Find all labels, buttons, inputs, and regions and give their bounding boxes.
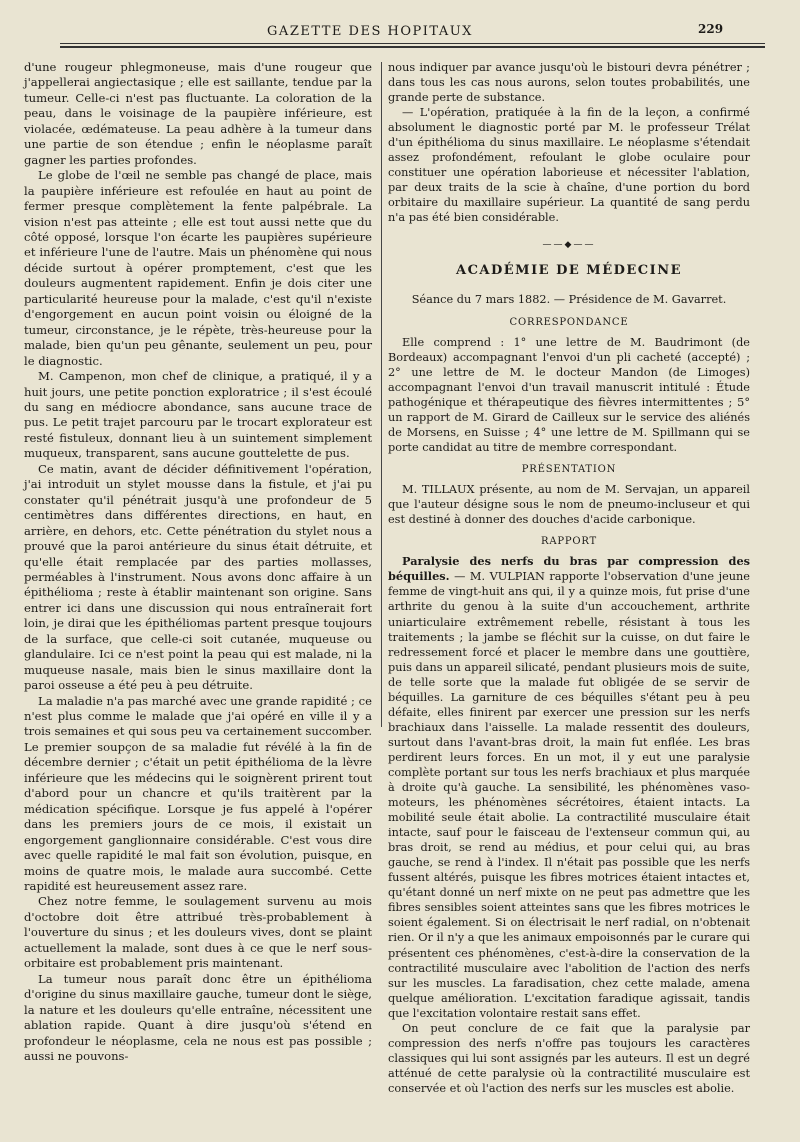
paragraph: M. Campenon, mon chef de clinique, a pratiqué, il y a huit jours, une petite ponction exploratrice ; il s'est écoulé du sang en médiocre abondance, sans aucune trace de pus. Le petit trajet parcouru par le trocart explorateur est resté fistuleux, donnant lieu à un suintement simplement muqueux, transparent, sans aucune gouttelette de pus. (24, 369, 372, 461)
report-text: — M. VULPIAN rapporte l'observation d'une jeune femme de vingt-huit ans qui, il y a quinze mois, fut prise d'une arthrite du genou à la suite d'un accouchement, arthrite uniarticulaire extrêmement rebelle, résistant à tous les traitements ; la jambe se fléchit sur la cuisse, on dut faire le redressement forcé et placer le membre dans une gouttière, puis dans un appareil silicaté, pendant plusieurs mois de suite, de telle sorte que la malade fut obligée de se servir de béquilles. La garniture de ces béquilles s'étant peu à peu défaite, elles finirent par exercer une pression sur les nerfs brachiaux dans l'aisselle. La malade ressentit des douleurs, surtout dans l'avant-bras droit, la main fut enflée. Les bras perdirent leurs forces. En un mot, il y eut une paralysie complète portant sur tous les nerfs brachiaux et plus marquée à droite qu'à gauche. La sensibilité, les phénomènes vaso-moteurs, les phénomènes sécrétoires, étaient intacts. La mobilité seule était abolie. La contractilité musculaire était intacte, sauf pour le faisceau de l'extenseur commun qui, au bras droit, se rend au médius, et pour celui qui, au bras gauche, se rend à l'index. Il n'était pas possible que les nerfs fussent altérés, puisque les fibres motrices étaient intactes et, qu'étant donné un nerf mixte on ne peut pas admettre que les fibres sensibles soient atteintes sans que les fibres motrices le soient également. Si on électrisait le nerf radial, on n'obtenait rien. Or il n'y a que les animaux empoisonnés par le curare qui présentent ces phénomènes, c'est-à-dire la conservation de la contractilité musculaire avec l'abolition de l'action des nerfs sur les muscles. La faradisation, chez cette malade, amena quelque amélioration. L'excitation faradique agissait, tandis que l'excitation volontaire restait sans effet. (388, 570, 750, 1020)
paragraph: La tumeur nous paraît donc être un épithélioma d'origine du sinus maxillaire gauche, tumeur dont le siège, la nature et les douleurs qu'elle entraîne, nécessitent une ablation rapide. Quant à dire jusqu'où s'étend en profondeur le néoplasme, cela ne nous est pas possible ; aussi ne pouvons- (24, 971, 372, 1063)
subhead-presentation: PRÉSENTATION (521, 464, 617, 476)
paragraph: La maladie n'a pas marché avec une grande rapidité ; ce n'est plus comme le malade que j'ai opéré en ville il y a trois semaines et qui sous peu va certainement succomber. Le premier soupçon de sa maladie fut révélé à la fin de décembre dernier ; c'était un petit épithélioma de la lèvre inférieure que les médecins qui le soignèrent prirent tout d'abord pour un chancre et qu'ils traitèrent par la médication spécifique. Lorsque je fus appelé à l'opérer dans les premiers jours de ce mois, il existait un engorgement ganglionnaire considérable. C'est vous dire avec quelle rapidité le mal fait son évolution, puisque, en moins de quatre mois, le malade aura succombé. Cette rapidité est heureusement assez rare. (24, 693, 372, 894)
paragraph: Elle comprend : 1° une lettre de M. Baudrimont (de Bordeaux) accompagnant l'envoi d'un pli cacheté (accepté) ; 2° une lettre de M. le docteur Mandon (de Limoges) accompagnant l'envoi d'un travail manuscrit intitulé : Étude pathogénique et thérapeutique des fièvres intermittentes ; 5° un rapport de M. Girard de Cailleux sur le service des aliénés de Morsens, en Suisse ; 4° une lettre de M. Spillmann qui se porte candidat au titre de membre correspondant. (388, 335, 750, 455)
section-title: ACADÉMIE DE MÉDECINE (455, 262, 682, 278)
paragraph: M. TILLAUX présente, au nom de M. Servajan, un appareil que l'auteur désigne sous le nom de pneumo-incluseur et qui est destiné à donner des douches d'acide carbonique. (388, 483, 750, 527)
paragraph: Ce matin, avant de décider définitivement l'opération, j'ai introduit un stylet mousse dans la fistule, et j'ai pu constater qu'il pénétrait jusqu'à une profondeur de 5 centimètres dans différentes directions, en haut, en arrière, en dehors, etc. Cette pénétration du stylet nous a prouvé que la paroi antérieure du sinus était détruite, et qu'elle était remplacée par des parties mollasses, perméables à l'instrument. Nous avons donc affaire à un épithélioma ; reste à établir maintenant son origine. Sans entrer ici dans une discussion qui nous entraînerait fort loin, je dirai que les épithéliomas partent presque toujours de la surface, que celle-ci soit cutanée, muqueuse ou glandulaire. Ici ce n'est point la peau qui est malade, ni la muqueuse nasale, mais bien le sinus maxillaire dont la paroi osseuse a été peu à peu détruite. (24, 461, 372, 693)
paragraph: — L'opération, pratiquée à la fin de la leçon, a confirmé absolument le diagnostic porté par M. le professeur Trélat d'un épithélioma du sinus maxillaire. Le néoplasme s'étendait assez profondément, refoulant le globe oculaire pour constituer une opération laborieuse et nécessiter l'ablation, par deux traits de la scie à chaîne, d'une portion du bord orbitaire du maxillaire supérieur. La quantité de sang perdu n'a pas été bien considérable. (388, 106, 750, 225)
section-divider: ——◆—— (542, 239, 596, 250)
paragraph: Le globe de l'œil ne semble pas changé de place, mais la paupière inférieure est refoulée en haut au point de fermer presque complètement la fente palpébrale. La vision n'est pas atteinte ; elle est tout aussi nette que du côté opposé, lorsque l'on écarte les paupières supérieure et inférieure l'une de l'autre. Mais un phénomène qui nous décide surtout à opérer promptement, c'est que les douleurs augmentent rapidement. Enfin je dois citer une particularité heureuse pour la malade, c'est qu'il n'existe d'engorgement en aucun point voisin ou éloigné de la tumeur, circonstance, je le répète, très-heureuse pour la malade, bien qu'un peu gênante, seulement un peu, pour le diagnostic. (24, 168, 372, 368)
paragraph (388, 554, 750, 1020)
right-column (388, 60, 750, 1096)
running-title: GAZETTE DES HOPITAUX (267, 24, 473, 39)
paragraph: On peut conclure de ce fait que la paralysie par compression des nerfs n'offre pas toujours les caractères classiques qui lui sont assignés par les auteurs. Il est un degré atténué de cette paralysie où la contractilité musculaire est conservée et où l'action des nerfs sur les muscles est abolie. (388, 1021, 750, 1095)
paragraph: d'une rougeur phlegmoneuse, mais d'une rougeur que j'appellerai angiectasique ; elle est saillante, tendue par la tumeur. Celle-ci n'est pas fluctuante. La coloration de la peau, dans le voisinage de la paupière inférieure, est violacée, œdémateuse. La peau adhère à la tumeur dans une partie de son étendue ; enfin le néoplasme paraît gagner les parties profondes. (24, 60, 372, 167)
column-divider (381, 62, 382, 727)
subhead-rapport: RAPPORT (540, 536, 598, 548)
meeting-line: Séance du 7 mars 1882. — Présidence de M. Gavarret. (411, 292, 727, 306)
paragraph: Chez notre femme, le soulagement survenu au mois d'octobre doit être attribué très-probablement à l'ouverture du sinus ; et les douleurs vives, dont se plaint actuellement la malade, sont dues à ce que le nerf sous-orbitaire est probablement pris maintenant. (24, 894, 372, 971)
header-rule (60, 43, 765, 44)
paragraph: nous indiquer par avance jusqu'où le bistouri devra pénétrer ; dans tous les cas nous aurons, selon toutes probabilités, une grande perte de substance. (388, 61, 750, 105)
subhead-correspondance: CORRESPONDANCE (509, 316, 629, 328)
left-column (24, 60, 372, 1064)
header-rule-thick (60, 46, 765, 48)
page-number: 229 (698, 22, 724, 36)
report-lead: Paralysie des nerfs du bras par compression des béquilles. (388, 554, 750, 584)
